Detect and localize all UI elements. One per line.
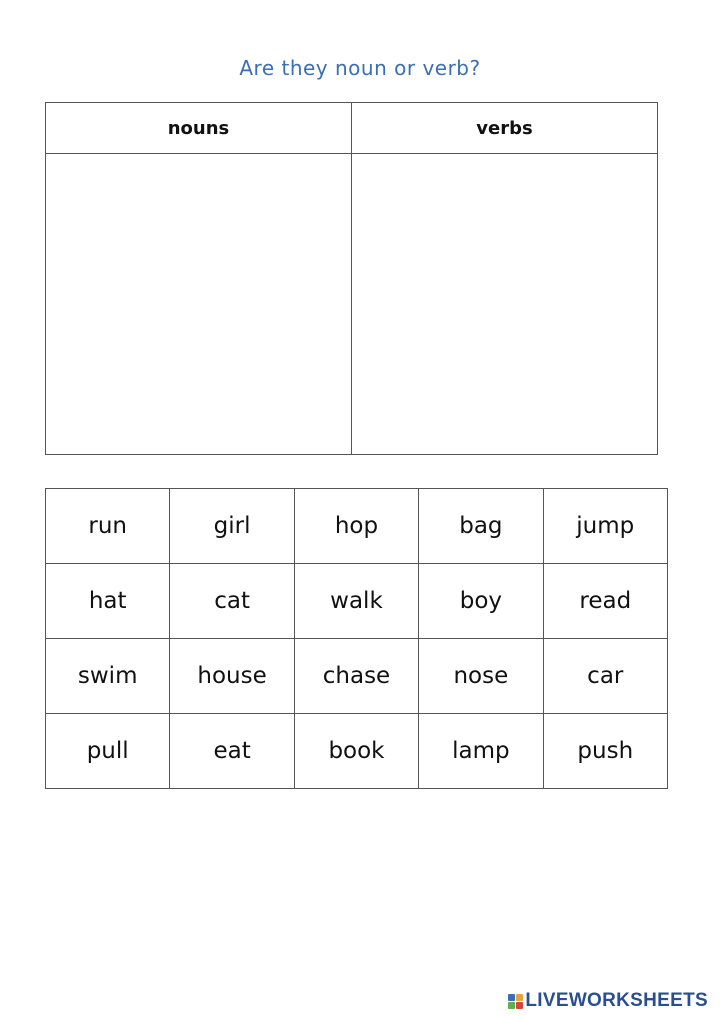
word-card[interactable]: pull [46, 714, 170, 789]
word-card[interactable]: run [46, 489, 170, 564]
word-card[interactable]: bag [419, 489, 543, 564]
word-card[interactable]: swim [46, 639, 170, 714]
nouns-drop-zone[interactable] [46, 154, 352, 455]
word-card[interactable]: cat [170, 564, 294, 639]
verbs-drop-zone[interactable] [352, 154, 658, 455]
word-card[interactable]: walk [294, 564, 418, 639]
logo-square [516, 994, 523, 1001]
word-card[interactable]: house [170, 639, 294, 714]
logo-square [516, 1002, 523, 1009]
word-bank-row [46, 714, 668, 789]
word-bank-row [46, 564, 668, 639]
word-card[interactable]: girl [170, 489, 294, 564]
word-card[interactable]: book [294, 714, 418, 789]
brand-wordmark: LIVEWORKSHEETS [525, 990, 708, 1011]
word-card[interactable]: chase [294, 639, 418, 714]
logo-square [508, 994, 515, 1001]
word-card[interactable]: nose [419, 639, 543, 714]
word-bank-table [45, 488, 668, 789]
worksheet-title: Are they noun or verb? [239, 56, 481, 80]
word-card[interactable]: hat [46, 564, 170, 639]
verbs-column-header: verbs [352, 103, 658, 154]
word-bank-row [46, 489, 668, 564]
word-card[interactable]: push [543, 714, 667, 789]
logo-square [508, 1002, 515, 1009]
liveworksheets-brand [508, 990, 708, 1012]
word-card[interactable]: eat [170, 714, 294, 789]
word-card[interactable]: boy [419, 564, 543, 639]
liveworksheets-logo-icon [508, 994, 523, 1009]
word-card[interactable]: jump [543, 489, 667, 564]
word-card[interactable]: hop [294, 489, 418, 564]
word-card[interactable]: read [543, 564, 667, 639]
word-card[interactable]: car [543, 639, 667, 714]
noun-verb-sort-table [45, 102, 658, 455]
word-card[interactable]: lamp [419, 714, 543, 789]
word-bank-row [46, 639, 668, 714]
nouns-column-header: nouns [46, 103, 352, 154]
